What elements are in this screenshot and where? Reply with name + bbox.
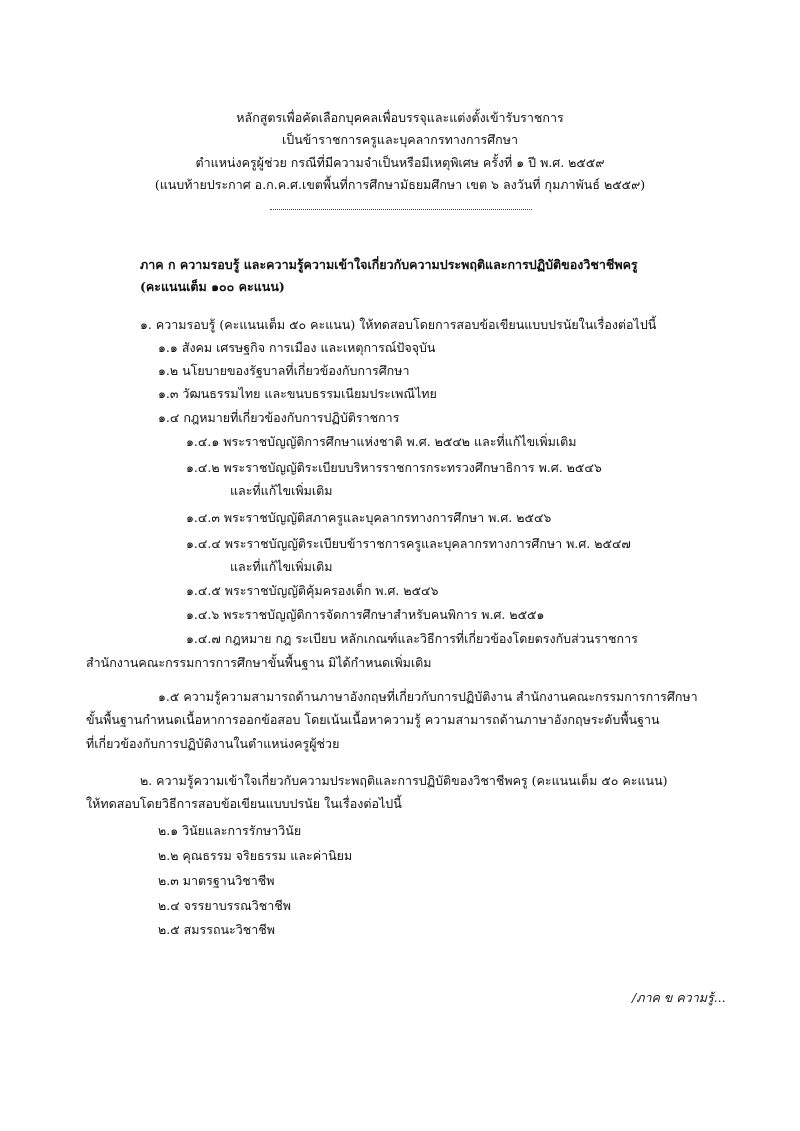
item-1-4-3: ๑.๔.๓ พระราชบัญญัติสภาครูและบุคลากรทางการศึกษา พ.ศ. ๒๕๔๖ bbox=[186, 510, 552, 525]
item-1-4-6: ๑.๔.๖ พระราชบัญญัติการจัดการศึกษาสำหรับคนพิการ พ.ศ. ๒๕๕๑ bbox=[186, 607, 545, 622]
section-2-heading-cont: ให้ทดสอบโดยวิธีการสอบข้อเขียนแบบปรนัย ในเรื่องต่อไปนี้ bbox=[86, 796, 402, 811]
item-1-4-4: ๑.๔.๔ พระราชบัญญัติระเบียบข้าราชการครูและบุคลากรทางการศึกษา พ.ศ. ๒๕๔๗ bbox=[186, 536, 631, 551]
item-1-4-4-cont: และที่แก้ไขเพิ่มเติม bbox=[230, 559, 333, 574]
item-1-4-5: ๑.๔.๕ พระราชบัญญัติคุ้มครองเด็ก พ.ศ. ๒๕๔๖ bbox=[186, 583, 439, 598]
part-a-title: ภาค ก ความรอบรู้ และความรู้ความเข้าใจเกี่ยวกับความประพฤติและการปฏิบัติของวิชาชีพครู bbox=[140, 257, 638, 272]
section-1-heading: ๑. ความรอบรู้ (คะแนนเต็ม ๕๐ คะแนน) ให้ทดสอบโดยการสอบข้อเขียนแบบปรนัยในเรื่องต่อไปนี้ bbox=[140, 317, 657, 332]
item-1-5-cont-1: ขั้นพื้นฐานกำหนดเนื้อหาการออกข้อสอบ โดยเน้นเนื้อหาความรู้ ความสามารถด้านภาษาอังกฤษระดับพื้นฐาน bbox=[86, 712, 660, 727]
item-1-4-7-cont: สำนักงานคณะกรรมการการศึกษาขั้นพื้นฐาน มิได้กำหนดเพิ่มเติม bbox=[86, 655, 432, 670]
item-1-4-2: ๑.๔.๒ พระราชบัญญัติระเบียบบริหารราชการกระทรวงศึกษาธิการ พ.ศ. ๒๕๔๖ bbox=[186, 460, 602, 475]
item-1-4: ๑.๔ กฎหมายที่เกี่ยวข้องกับการปฏิบัติราชการ bbox=[158, 410, 400, 425]
item-1-5: ๑.๕ ความรู้ความสามารถด้านภาษาอังกฤษที่เกี่ยวกับการปฏิบัติงาน สำนักงานคณะกรรมการการศึกษา bbox=[158, 689, 698, 704]
section-2-heading: ๒. ความรู้ความเข้าใจเกี่ยวกับความประพฤติและการปฏิบัติของวิชาชีพครู (คะแนนเต็ม ๕๐ คะแนน) bbox=[140, 773, 668, 788]
item-1-4-7: ๑.๔.๗ กฎหมาย กฎ ระเบียบ หลักเกณฑ์และวิธีการที่เกี่ยวข้องโดยตรงกับส่วนราชการ bbox=[186, 631, 638, 646]
header-divider bbox=[270, 209, 532, 210]
item-1-3: ๑.๓ วัฒนธรรมไทย และขนบธรรมเนียมประเพณีไทย bbox=[158, 386, 437, 401]
item-1-2: ๑.๒ นโยบายของรัฐบาลที่เกี่ยวข้องกับการศึกษา bbox=[158, 363, 410, 378]
part-a-score: (คะแนนเต็ม ๑๐๐ คะแนน) bbox=[140, 279, 285, 294]
item-2-1: ๒.๑ วินัยและการรักษาวินัย bbox=[158, 823, 302, 838]
item-1-5-cont-2: ที่เกี่ยวข้องกับการปฏิบัติงานในตำแหน่งครูผู้ช่วย bbox=[86, 736, 340, 751]
item-2-5: ๒.๕ สมรรถนะวิชาชีพ bbox=[158, 922, 276, 937]
item-1-4-2-cont: และที่แก้ไขเพิ่มเติม bbox=[230, 483, 333, 498]
item-2-2: ๒.๒ คุณธรรม จริยธรรม และค่านิยม bbox=[158, 848, 353, 863]
header-line-3: ตำแหน่งครูผู้ช่วย กรณีที่มีความจำเป็นหรือมีเหตุพิเศษ ครั้งที่ ๑ ปี พ.ศ. ๒๕๕๙ bbox=[195, 155, 605, 170]
continued-marker: /ภาค ข ความรู้... bbox=[632, 990, 726, 1005]
item-2-3: ๒.๓ มาตรฐานวิชาชีพ bbox=[158, 873, 275, 888]
header-line-1: หลักสูตรเพื่อคัดเลือกบุคคลเพื่อบรรจุและแต่งตั้งเข้ารับราชการ bbox=[236, 110, 564, 125]
header-line-4: (แนบท้ายประกาศ อ.ก.ค.ศ.เขตพื้นที่การศึกษามัธยมศึกษา เขต ๖ ลงวันที่ กุมภาพันธ์ ๒๕๕๙) bbox=[154, 177, 646, 192]
item-1-4-1: ๑.๔.๑ พระราชบัญญัติการศึกษาแห่งชาติ พ.ศ. ๒๕๔๒ และที่แก้ไขเพิ่มเติม bbox=[186, 434, 577, 449]
item-2-4: ๒.๔ จรรยาบรรณวิชาชีพ bbox=[158, 898, 291, 913]
header-line-2: เป็นข้าราชการครูและบุคลากรทางการศึกษา bbox=[281, 132, 519, 147]
item-1-1: ๑.๑ สังคม เศรษฐกิจ การเมือง และเหตุการณ์ปัจจุบัน bbox=[158, 340, 436, 355]
